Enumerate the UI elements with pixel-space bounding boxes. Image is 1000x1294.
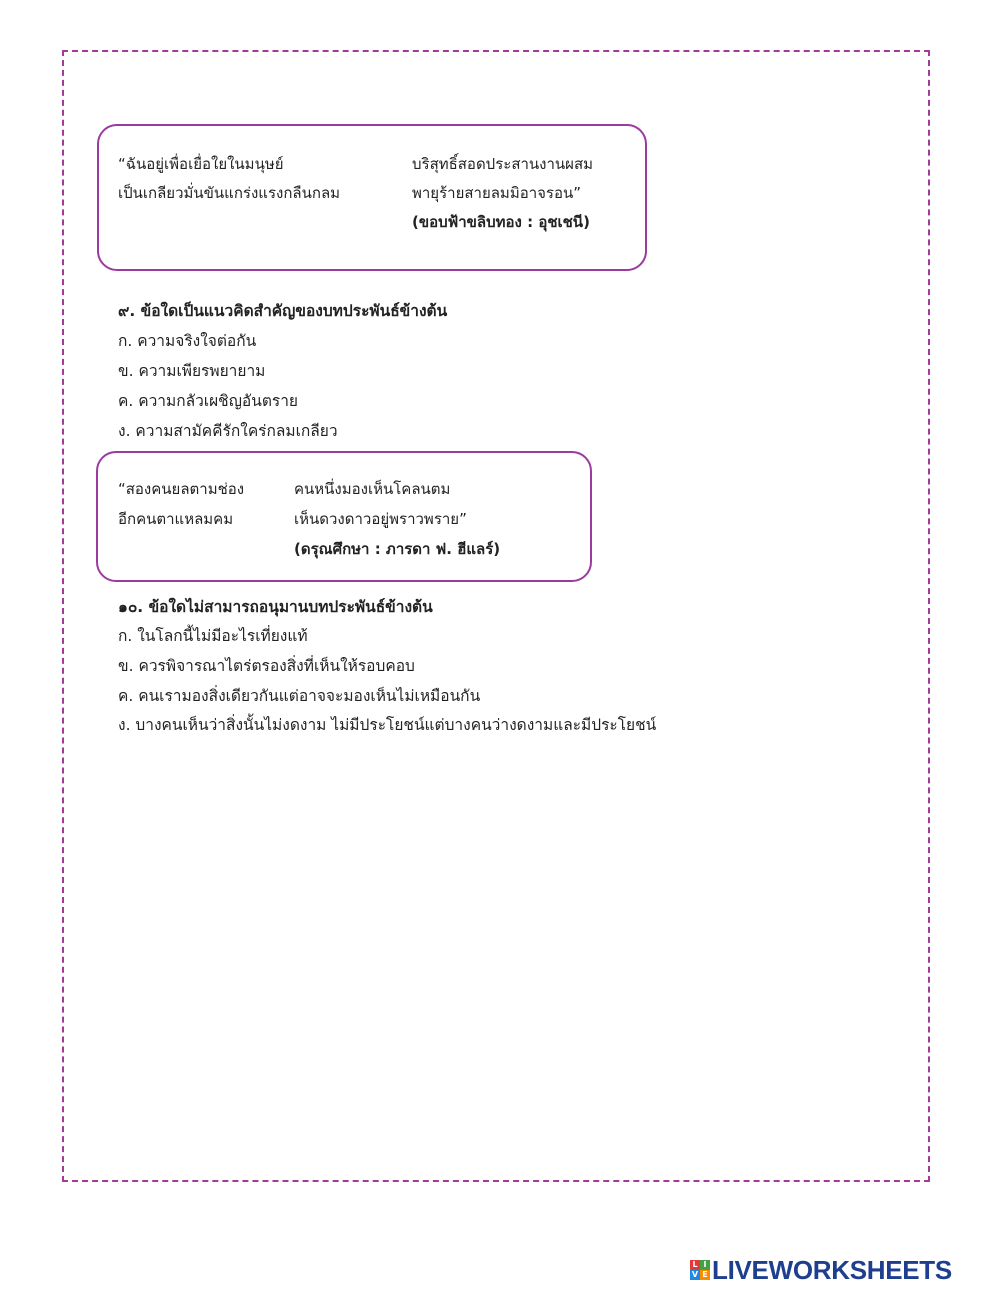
poem2-right-line-2: เห็นดวงดาวอยู่พราวพราย”	[294, 510, 467, 528]
logo-tile-e: E	[700, 1270, 710, 1280]
poem2-source: (ดรุณศึกษา : ภารดา ฟ. ฮีแลร์)	[294, 540, 501, 558]
poem1-left-line-2: เป็นเกลียวมั่นขันแกร่งแรงกลืนกลม	[118, 184, 341, 202]
logo-tile-i: I	[700, 1260, 710, 1270]
poem2-left-line-1: “สองคนยลตามช่อง	[118, 480, 245, 498]
question9-option-b[interactable]: ข. ความเพียรพยายาม	[118, 362, 266, 380]
logo-tile-v: V	[691, 1270, 699, 1279]
logo-tile-l: L	[690, 1260, 700, 1270]
question10-option-c[interactable]: ค. คนเรามองสิ่งเดียวกันแต่อาจจะมองเห็นไม่เหมือนกัน	[118, 687, 481, 705]
logo-tiles-icon	[690, 1260, 710, 1280]
question9-title: ๙. ข้อใดเป็นแนวคิดสำคัญของบทประพันธ์ข้างต้น	[118, 302, 448, 320]
question10-title: ๑๐. ข้อใดไม่สามารถอนุมานบทประพันธ์ข้างต้น	[118, 598, 433, 616]
poem1-right-line-2: พายุร้ายสายลมมิอาจรอน”	[412, 184, 582, 202]
poem1-left-line-1: “ฉันอยู่เพื่อเยื่อใยในมนุษย์	[118, 155, 284, 173]
poem1-right-line-1: บริสุทธิ์สอดประสานงานผสม	[412, 155, 593, 173]
poem2-right-line-1: คนหนึ่งมองเห็นโคลนตม	[294, 480, 451, 498]
question9-option-c[interactable]: ค. ความกลัวเผชิญอันตราย	[118, 392, 298, 410]
logo-text: LIVEWORKSHEETS	[712, 1255, 952, 1285]
question10-option-d[interactable]: ง. บางคนเห็นว่าสิ่งนั้นไม่งดงาม ไม่มีประโยชน์แต่บางคนว่างดงามและมีประโยชน์	[118, 716, 657, 734]
question10-option-a[interactable]: ก. ในโลกนี้ไม่มีอะไรเที่ยงแท้	[118, 627, 308, 645]
poem1-source: (ขอบฟ้าขลิบทอง : อุชเชนี)	[412, 213, 590, 231]
poem2-left-line-2: อีกคนตาแหลมคม	[118, 510, 234, 528]
liveworksheets-logo[interactable]	[690, 1256, 952, 1284]
question9-option-d[interactable]: ง. ความสามัคคีรักใคร่กลมเกลียว	[118, 422, 338, 440]
question10-option-b[interactable]: ข. ควรพิจารณาไตร่ตรองสิ่งที่เห็นให้รอบคอบ	[118, 657, 415, 675]
question9-option-a[interactable]: ก. ความจริงใจต่อกัน	[118, 332, 257, 350]
